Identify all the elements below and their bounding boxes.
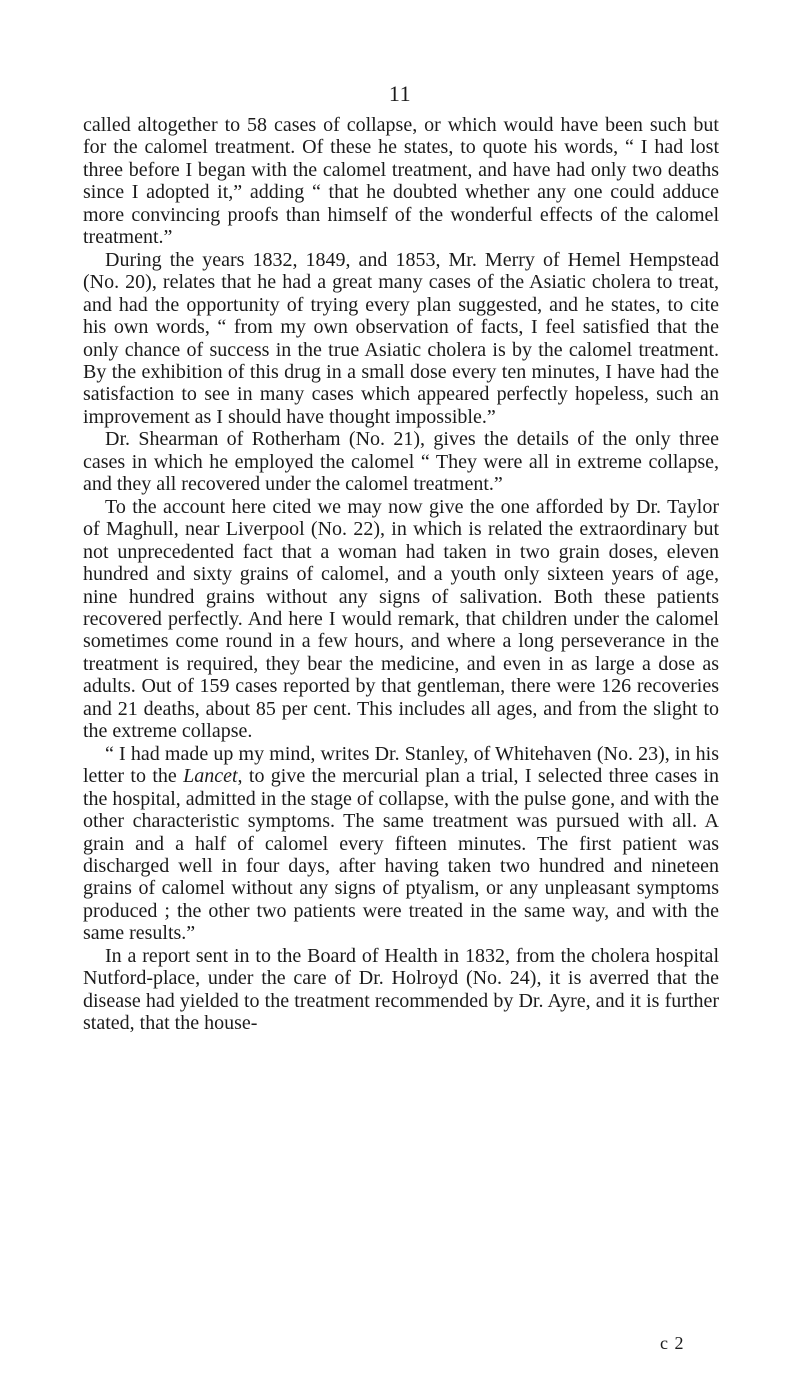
signature-mark: c 2	[660, 1333, 685, 1353]
paragraph-dr-stanley: “ I had made up my mind, writes Dr. Stanley, of Whitehaven (No. 23), in his letter to the Lancet, to give the mercurial plan a trial, I selected three cases in the hospital, admitted in the stage of collapse, with the pulse gone, and with the other characteristic symptoms. The same treatment was pursued with all. A grain and a half of calomel every fifteen minutes. The first patient was discharged well in four days, after having taken two hundred and nineteen grains of calomel without any signs of ptyalism, or any unpleasant symptoms produced ; the other two patients were treated in the same way, and with the same results.”	[83, 742, 719, 945]
paragraph-mr-merry: During the years 1832, 1849, and 1853, Mr. Merry of Hemel Hempstead (No. 20), relates that he had a great many cases of the Asiatic cholera to treat, and had the opportunity of trying every plan suggested, and he states, to cite his own words, “ from my own observation of facts, I feel satisfied that the only chance of success in the true Asiatic cholera is by the calomel treatment. By the exhibition of this drug in a small dose every ten minutes, I have had the satisfaction to see in many cases which appeared perfectly hopeless, such an improvement as I should have thought impossible.”	[83, 248, 719, 428]
paragraph-dr-shearman: Dr. Shearman of Rotherham (No. 21), gives the details of the only three cases in which he employed the calomel “ They were all in extreme collapse, and they all recovered under the calomel treatment.”	[83, 428, 719, 496]
body-text	[83, 114, 719, 1035]
paragraph-calomel-collapse-cases: called altogether to 58 cases of collapse, or which would have been such but for the calomel treatment. Of these he states, to quote his words, “ I had lost three before I began with the calomel treatment, and have had only two deaths since I adopted it,” adding “ that he doubted whether any one could adduce more convincing proofs than himself of the wonderful effects of the calomel treatment.”	[83, 114, 719, 249]
paragraph-board-of-health: In a report sent in to the Board of Health in 1832, from the cholera hospital Nutford-place, under the care of Dr. Holroyd (No. 24), it is averred that the disease had yielded to the treatment recommended by Dr. Ayre, and it is further stated, that the house-	[83, 944, 719, 1035]
page-number: 11	[388, 81, 412, 106]
paragraph-dr-taylor: To the account here cited we may now give the one afforded by Dr. Taylor of Maghull, near Liverpool (No. 22), in which is related the extraordinary but not unprecedented fact that a woman had taken in two grain doses, eleven hundred and sixty grains of calomel, and a youth only sixteen years of age, nine hundred grains without any signs of salivation. Both these patients recovered perfectly. And here I would remark, that children under the calomel sometimes come round in a few hours, and where a long perseverance in the treatment is required, they bear the medicine, and even in as large a dose as adults. Out of 159 cases reported by that gentleman, there were 126 recoveries and 21 deaths, about 85 per cent. This includes all ages, and from the slight to the extreme collapse.	[83, 495, 719, 743]
journal-title: Lancet	[183, 765, 238, 788]
